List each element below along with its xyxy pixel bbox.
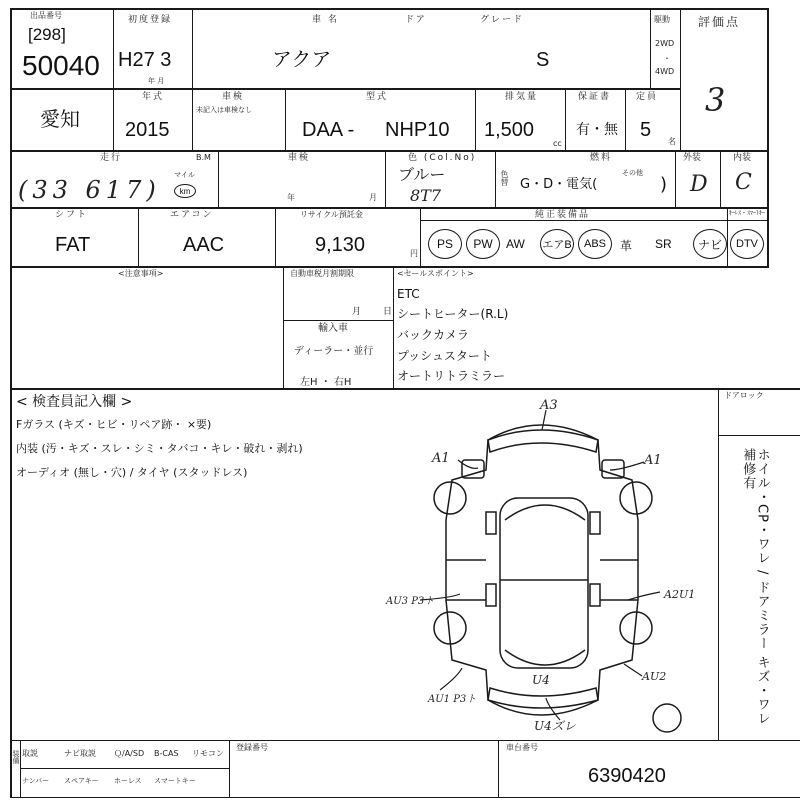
inspection-line: Fガラス (キズ・ヒビ・リペア跡・ ×要) [16,418,212,431]
inspection-title: < 検査員記入欄 > [16,394,133,410]
color-label: 色 (Col.No) [408,153,477,163]
cc-unit: cc [553,139,562,148]
equipment-label: 純正装備品 [535,210,591,220]
mileage-unit-km: km [174,184,196,198]
color-name: ブルー [398,165,446,184]
reg-year-month: H27 3 [118,49,172,71]
shift: FAT [55,234,91,256]
fuel-options: G・D・電気( [520,177,598,192]
equipment-item: 革 [620,239,633,253]
keyless-label: ｷｰﾚｽ・ｽﾏｰﾄｷｰ [729,210,766,217]
drive-option-4wd: 4WD [655,67,675,76]
steering: 左H ・ 右H [300,377,352,388]
lot-code: [298] [28,25,66,44]
damage-mark: A1 [432,451,450,466]
damage-mark: U4ズレ [534,719,576,733]
footer-item: スマートキー [154,777,196,785]
sales-point: プッシュスタート [397,349,492,363]
capacity-unit: 名 [668,137,676,146]
footer-item: Ｑ/A/SD [114,749,145,758]
damage-mark: A2U1 [664,588,696,601]
equipment-item: DTV [730,229,764,259]
car-name: アクア [272,49,332,71]
sales-point: オートリトラミラー [397,369,506,383]
warranty-label: 保証書 [578,92,612,102]
interior-grade: C [735,170,752,195]
location: 愛知 [40,109,80,131]
exterior-grade: D [690,172,708,197]
sales-point: ETC [397,287,420,301]
windshield [505,505,585,520]
recycle-label: リサイクル預託金 [300,210,363,219]
equipment-item: PW [466,229,500,259]
chassis-label: 車台番号 [506,743,538,752]
model-label: 型式 [366,92,389,102]
drive-option-sep: ・ [663,54,671,63]
damage-mark: AU1 P3ト [428,694,477,705]
door-lock-label: ドアロック [724,391,764,400]
equipment-item: ナビ [693,229,727,259]
items-label: 装備 [12,750,20,764]
grade: S [536,49,550,71]
inspection-line: オーディオ (無し・穴) / タイヤ (スタッドレス) [16,466,248,479]
ac-label: エアコン [170,210,214,220]
roof [500,498,588,668]
color-code: 8T7 [410,186,442,205]
footer-item: ナビ取説 [64,749,96,758]
exterior-label: 外装 [683,153,702,163]
equipment-item: PS [428,229,462,259]
recolor-label: 色替 [500,170,509,186]
footer-item: スペアキー [64,777,99,785]
shift-label: シフト [55,210,89,220]
capacity-label: 定員 [636,92,659,102]
footer-item: B-CAS [154,749,179,758]
damage-mark: A1 [644,453,662,468]
mileage-label: 走行 [100,153,123,163]
model-code: NHP10 [385,119,450,141]
fuel-label: 燃料 [590,153,613,163]
mileage-unit-mile: マイル [174,171,195,179]
month-unit: 月 [369,193,377,202]
sales-point: バックカメラ [397,328,470,342]
damage-mark: AU3 P3ト [386,596,435,607]
history-label: 車検 [288,153,311,163]
fuel-close: ) [660,174,668,195]
expiry-day: 日 [383,307,393,317]
rear-window [505,650,585,665]
displacement-label: 排気量 [505,92,539,102]
mileage-value: (33 617) [18,176,161,204]
grade-label: グレード [480,15,525,25]
fuel-other: その他 [622,169,643,177]
inspection-line: 内装 (汚・キズ・スレ・シミ・タバコ・キレ・破れ・剥れ) [16,442,303,455]
footer-item: ナンバー [22,777,50,785]
equipment-item: ABS [578,229,612,259]
spare-tire [653,704,681,732]
import-type: ディーラー・並行 [294,346,374,357]
equipment-item: SR [655,237,672,251]
auction-label: 出品番号 [30,11,62,20]
chassis-number: 6390420 [588,765,666,787]
name-label: 車 名 [312,15,339,25]
year: 2015 [125,119,170,141]
equipment-item: AW [506,237,525,251]
damage-mark: U4 [532,673,550,687]
reg-month-note: 年 月 [148,77,165,85]
sales-label: <セールスポイント> [397,269,474,278]
drive-label: 駆動 [654,15,670,24]
damage-mark: A3 [540,398,558,413]
lot-number: 50040 [22,50,100,81]
inspection-label: 車検 [222,92,245,102]
recycle-fee: 9,130 [315,234,366,256]
caution-label: <注意事項> [118,269,164,278]
expiry-month: 月 [352,307,362,317]
side-note: ホイル・CP・ワレ / ドアミラー キズ・ワレ 補修有 [740,448,770,726]
capacity: 5 [640,119,652,141]
year-label: 年式 [142,92,165,102]
score-label: 評価点 [698,15,741,29]
mileage-note: B.M [196,153,211,162]
warranty: 有・無 [576,122,618,138]
model-prefix: DAA - [302,119,355,141]
year-unit: 年 [287,193,295,202]
drive-option-2wd: 2WD [655,39,675,48]
reg-num-label: 登録番号 [236,743,268,752]
rear-bumper [488,688,598,708]
yen-unit: 円 [410,249,418,258]
reg-label: 初度登録 [128,15,173,25]
footer-item: リモコン [192,749,224,758]
ac: AAC [183,234,225,256]
expiry-label: 自動車税月割期限 [290,269,354,278]
footer-item: ホーレス [114,777,142,785]
sales-point: シートヒーター(R.L) [397,307,509,321]
doors-label: ドア [405,15,427,25]
import-label: 輸入車 [318,323,348,334]
displacement: 1,500 [484,119,535,141]
footer-item: 取説 [22,749,38,758]
score: 3 [705,81,726,119]
interior-label: 内装 [733,153,752,163]
equipment-item: エアB [540,229,574,259]
damage-mark: AU2 [642,670,667,683]
inspection-note: 未記入は車検なし [196,106,252,114]
